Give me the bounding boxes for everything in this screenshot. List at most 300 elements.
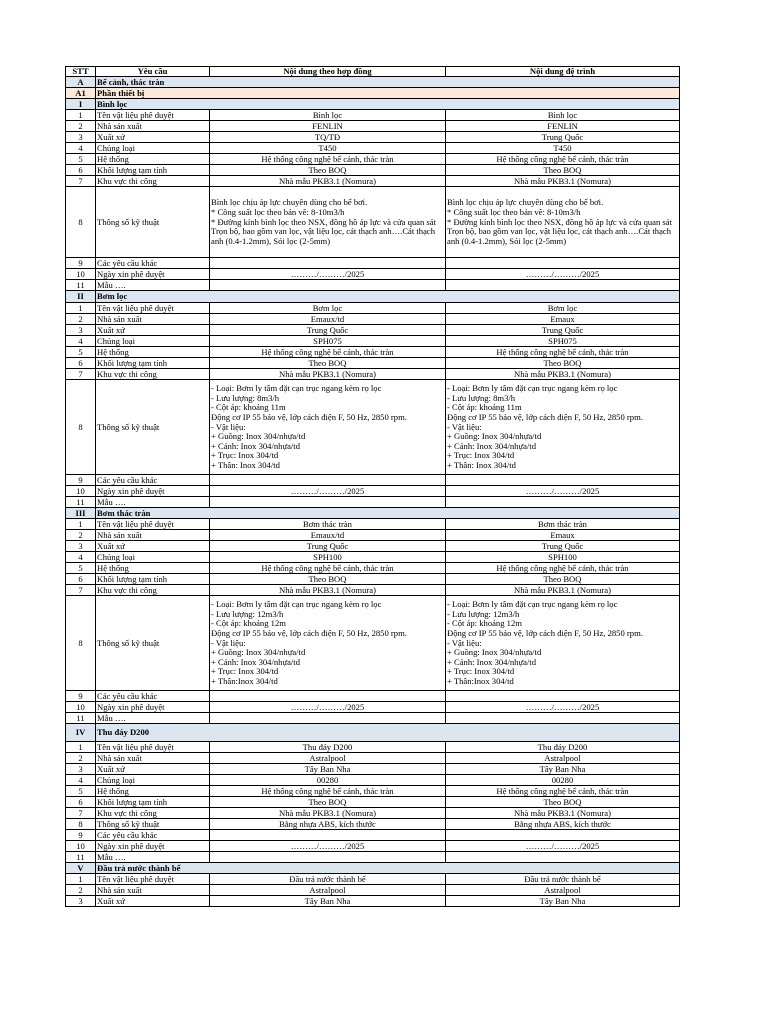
row-stt: 11 (66, 497, 96, 508)
row-proposal: Theo BOQ (446, 358, 680, 369)
table-row (66, 885, 680, 896)
spec-line: + Trục: Inox 304/td (211, 450, 279, 461)
table-row (66, 585, 680, 596)
row-proposal: Theo BOQ (446, 797, 680, 808)
row-requirement: Mẫu …. (96, 497, 210, 508)
row-requirement: Chủng loại (96, 552, 210, 563)
row-requirement: Nhà sản xuất (96, 121, 210, 132)
row-requirement: Hệ thống (96, 347, 210, 358)
row-proposal: Theo BOQ (446, 165, 680, 176)
table-row (66, 786, 680, 797)
spec-line: + Thân:Inox 304/td (447, 675, 514, 686)
table-row (66, 369, 680, 380)
table-row (66, 303, 680, 314)
row-requirement: Mẫu …. (96, 713, 210, 724)
group-row (66, 863, 680, 874)
row-contract (210, 497, 446, 508)
row-stt: 1 (66, 742, 96, 753)
row-proposal (446, 280, 680, 291)
table-row (66, 775, 680, 786)
row-contract: Nhà mẫu PKB3.1 (Nomura) (210, 369, 446, 380)
part-row (66, 88, 680, 99)
row-stt: 4 (66, 143, 96, 154)
row-stt: 7 (66, 176, 96, 187)
row-stt: 8 (66, 596, 96, 691)
row-proposal: Nhà mẫu PKB3.1 (Nomura) (446, 176, 680, 187)
table-row (66, 797, 680, 808)
row-contract: Trung Quốc (210, 541, 446, 552)
row-requirement: Khu vực thi công (96, 585, 210, 596)
row-contract: Trung Quốc (210, 325, 446, 336)
row-requirement: Mẫu …. (96, 852, 210, 863)
row-stt: 11 (66, 713, 96, 724)
row-proposal (446, 187, 680, 258)
table-row (66, 574, 680, 585)
row-stt: 2 (66, 121, 96, 132)
row-stt: 3 (66, 541, 96, 552)
spec-line: Bình lọc chịu áp lực chuyên dùng cho bể bơi. (447, 197, 604, 208)
table-row (66, 830, 680, 841)
row-proposal (446, 691, 680, 702)
spec-line: - Vật liệu: (447, 637, 482, 648)
row-proposal: Bằng nhựa ABS, kích thước (446, 819, 680, 830)
group-label: Bình lọc (96, 99, 680, 110)
spec-line: Động cơ IP 55 bảo vệ, lớp cách điện F, 50 Hz, 2850 rpm. (447, 411, 643, 422)
spec-line: + Cánh: Inox 304/nhựa/td (447, 656, 536, 667)
table-row (66, 314, 680, 325)
group-row (66, 99, 680, 110)
row-contract: Hệ thống công nghệ bể cảnh, thác tràn (210, 347, 446, 358)
row-contract: Hệ thống công nghệ bể cảnh, thác tràn (210, 786, 446, 797)
spec-line: Trọn bộ, bao gồm van lọc, vật liệu lọc, cát thạch anh….Cát thạch anh (0.4-1.2mm), Sỏi lọc (2-5mm) (447, 226, 672, 246)
row-contract (210, 596, 446, 691)
row-contract: Emaux/td (210, 530, 446, 541)
row-proposal (446, 475, 680, 486)
row-requirement: Các yêu cầu khác (96, 258, 210, 269)
row-proposal: SPH100 (446, 552, 680, 563)
row-stt: 5 (66, 347, 96, 358)
row-proposal: SPH075 (446, 336, 680, 347)
row-proposal (446, 497, 680, 508)
table-row (66, 691, 680, 702)
row-contract (210, 258, 446, 269)
table-row (66, 132, 680, 143)
row-stt: 1 (66, 110, 96, 121)
spec-line: - Lưu lượng: 12m3/h (211, 608, 284, 619)
row-contract: Bơm lọc (210, 303, 446, 314)
row-stt: 9 (66, 258, 96, 269)
table-row (66, 702, 680, 713)
row-proposal: Tây Ban Nha (446, 764, 680, 775)
spec-line: Bình lọc chịu áp lực chuyên dùng cho bể bơi. (211, 197, 368, 208)
table-row (66, 541, 680, 552)
table-row (66, 187, 680, 258)
row-stt: 8 (66, 819, 96, 830)
row-contract: Theo BOQ (210, 358, 446, 369)
table-row (66, 596, 680, 691)
row-proposal: ………/………/2025 (446, 841, 680, 852)
row-contract: Bằng nhựa ABS, kích thước (210, 819, 446, 830)
row-stt: 2 (66, 753, 96, 764)
part-stt: A1 (66, 88, 96, 99)
row-proposal: ………/………/2025 (446, 269, 680, 280)
row-proposal: Trung Quốc (446, 541, 680, 552)
row-stt: 2 (66, 314, 96, 325)
spec-line: + Thân: Inox 304/td (447, 459, 516, 470)
table-row (66, 841, 680, 852)
row-proposal: Bơm lọc (446, 303, 680, 314)
group-row (66, 291, 680, 303)
table-row (66, 742, 680, 753)
row-requirement: Ngày xin phê duyệt (96, 486, 210, 497)
row-requirement: Chủng loại (96, 775, 210, 786)
row-requirement: Xuất xứ (96, 132, 210, 143)
row-proposal: T450 (446, 143, 680, 154)
group-row (66, 508, 680, 519)
table-row (66, 280, 680, 291)
row-requirement: Hệ thống (96, 154, 210, 165)
group-stt: III (66, 508, 96, 519)
row-stt: 3 (66, 764, 96, 775)
row-requirement: Xuất xứ (96, 764, 210, 775)
row-requirement: Tên vật liệu phê duyệt (96, 303, 210, 314)
spec-line: - Lưu lượng: 12m3/h (447, 608, 520, 619)
spec-line: + Thân:Inox 304/td (211, 675, 278, 686)
row-proposal: Emaux (446, 314, 680, 325)
row-requirement: Tên vật liệu phê duyệt (96, 519, 210, 530)
row-proposal: FENLIN (446, 121, 680, 132)
row-stt: 3 (66, 132, 96, 143)
spec-line: + Guồng: Inox 304/nhựa/td (211, 647, 306, 658)
row-contract (210, 187, 446, 258)
table-body (66, 77, 680, 907)
row-stt: 10 (66, 702, 96, 713)
row-proposal: Hệ thống công nghệ bể cảnh, thác tràn (446, 786, 680, 797)
row-contract (210, 380, 446, 475)
spec-line: - Vật liệu: (211, 421, 246, 432)
row-proposal (446, 380, 680, 475)
spec-line: * Công suất lọc theo bản vẽ: 8-10m3/h (211, 206, 345, 217)
table-row (66, 358, 680, 369)
table-row (66, 764, 680, 775)
table-row (66, 336, 680, 347)
spec-line: + Guồng: Inox 304/nhựa/td (211, 431, 306, 442)
row-stt: 7 (66, 369, 96, 380)
table-row (66, 497, 680, 508)
row-stt: 4 (66, 336, 96, 347)
table-row (66, 563, 680, 574)
row-requirement: Hệ thống (96, 563, 210, 574)
spec-line: - Cột áp: khoảng 11m (211, 402, 286, 413)
group-stt: IV (66, 724, 96, 742)
group-label: Thu đáy D200 (96, 724, 680, 742)
table-row (66, 519, 680, 530)
spec-line: + Trục: Inox 304/td (447, 666, 515, 677)
table-row (66, 154, 680, 165)
table-row (66, 258, 680, 269)
row-proposal: Nhà mẫu PKB3.1 (Nomura) (446, 369, 680, 380)
table-row (66, 143, 680, 154)
spec-line: - Lưu lượng: 8m3/h (211, 392, 280, 403)
row-proposal: Hệ thống công nghệ bể cảnh, thác tràn (446, 154, 680, 165)
row-requirement: Chủng loại (96, 143, 210, 154)
row-stt: 4 (66, 775, 96, 786)
row-contract: Nhà mẫu PKB3.1 (Nomura) (210, 585, 446, 596)
table-row (66, 713, 680, 724)
spec-line: + Guồng: Inox 304/nhựa/td (447, 647, 542, 658)
row-stt: 2 (66, 530, 96, 541)
row-proposal (446, 596, 680, 691)
row-proposal: ………/………/2025 (446, 702, 680, 713)
row-requirement: Nhà sản xuất (96, 885, 210, 896)
row-proposal: Bơm thác tràn (446, 519, 680, 530)
spec-line: - Loại: Bơm ly tâm đặt cạn trục ngang kèm rọ lọc (211, 383, 382, 394)
row-stt: 9 (66, 691, 96, 702)
row-stt: 6 (66, 574, 96, 585)
row-contract: Nhà mẫu PKB3.1 (Nomura) (210, 808, 446, 819)
table-row (66, 753, 680, 764)
group-label: Đầu trả nước thành bể (96, 863, 680, 874)
row-requirement: Tên vật liệu phê duyệt (96, 110, 210, 121)
spec-line: * Đường kính bình lọc theo NSX, đồng hồ áp lực và cửa quan sát (447, 216, 672, 227)
row-contract: Bơm thác tràn (210, 519, 446, 530)
row-contract: Tây Ban Nha (210, 764, 446, 775)
row-requirement: Thông số kỹ thuật (96, 596, 210, 691)
spec-line: + Guồng: Inox 304/nhựa/td (447, 431, 542, 442)
row-proposal: 00280 (446, 775, 680, 786)
row-contract: TQ/TĐ (210, 132, 446, 143)
table-row (66, 808, 680, 819)
group-row (66, 724, 680, 742)
row-stt: 4 (66, 552, 96, 563)
row-requirement: Khu vực thi công (96, 176, 210, 187)
spec-line: + Cánh: Inox 304/nhựa/td (211, 656, 300, 667)
header-stt: STT (66, 67, 96, 77)
spec-line: - Loại: Bơm ly tâm đặt cạn trục ngang kèm rọ lọc (447, 599, 618, 610)
row-requirement: Các yêu cầu khác (96, 691, 210, 702)
row-requirement: Thông số kỹ thuật (96, 380, 210, 475)
spec-line: + Trục: Inox 304/td (447, 450, 515, 461)
group-label: Bơm thác tràn (96, 508, 680, 519)
row-proposal: Hệ thống công nghệ bể cảnh, thác tràn (446, 563, 680, 574)
table-row (66, 819, 680, 830)
row-contract: Bình lọc (210, 110, 446, 121)
section-stt: A (66, 77, 96, 88)
spec-line: + Trục: Inox 304/td (211, 666, 279, 677)
approval-table (65, 66, 680, 907)
table-row (66, 269, 680, 280)
row-stt: 10 (66, 269, 96, 280)
row-contract: FENLIN (210, 121, 446, 132)
row-contract: Thu đáy D200 (210, 742, 446, 753)
table-row (66, 874, 680, 885)
row-proposal: Tây Ban Nha (446, 896, 680, 907)
header-requirement: Yêu cầu (96, 67, 210, 77)
spec-line: - Vật liệu: (211, 637, 246, 648)
spec-line: - Lưu lượng: 8m3/h (447, 392, 516, 403)
row-requirement: Tên vật liệu phê duyệt (96, 742, 210, 753)
row-proposal: ………/………/2025 (446, 486, 680, 497)
row-proposal (446, 713, 680, 724)
row-stt: 1 (66, 519, 96, 530)
row-stt: 6 (66, 797, 96, 808)
table-row (66, 110, 680, 121)
row-proposal: Trung Quốc (446, 325, 680, 336)
row-contract: ………/………/2025 (210, 841, 446, 852)
row-requirement: Chủng loại (96, 336, 210, 347)
row-requirement: Khu vực thi công (96, 808, 210, 819)
row-contract: Hệ thống công nghệ bể cảnh, thác tràn (210, 563, 446, 574)
row-stt: 5 (66, 786, 96, 797)
row-requirement: Nhà sản xuất (96, 314, 210, 325)
row-contract: SPH075 (210, 336, 446, 347)
row-contract: T450 (210, 143, 446, 154)
row-contract (210, 280, 446, 291)
row-stt: 1 (66, 303, 96, 314)
row-proposal: Astralpool (446, 885, 680, 896)
spec-line: - Cột áp: khoảng 12m (211, 618, 286, 629)
spec-line: - Loại: Bơm ly tâm đặt cạn trục ngang kèm rọ lọc (211, 599, 382, 610)
group-stt: I (66, 99, 96, 110)
row-requirement: Khu vực thi công (96, 369, 210, 380)
row-contract: Đầu trả nước thành bể (210, 874, 446, 885)
row-stt: 10 (66, 486, 96, 497)
row-stt: 5 (66, 563, 96, 574)
section-row (66, 77, 680, 88)
row-contract: SPH100 (210, 552, 446, 563)
spec-line: * Đường kính bình lọc theo NSX, đồng hồ áp lực và cửa quan sát (211, 216, 436, 227)
row-proposal: Bình lọc (446, 110, 680, 121)
row-contract (210, 691, 446, 702)
row-requirement: Các yêu cầu khác (96, 475, 210, 486)
row-requirement: Ngày xin phê duyệt (96, 269, 210, 280)
row-stt: 1 (66, 874, 96, 885)
row-requirement: Xuất xứ (96, 896, 210, 907)
row-requirement: Thông số kỹ thuật (96, 819, 210, 830)
row-contract (210, 713, 446, 724)
row-proposal (446, 852, 680, 863)
part-label: Phần thiết bị (96, 88, 680, 99)
spec-line: Trọn bộ, bao gồm van lọc, vật liệu lọc, cát thạch anh….Cát thạch anh (0.4-1.2mm), Sỏi lọc (2-5mm) (211, 226, 436, 246)
table-row (66, 121, 680, 132)
row-proposal (446, 258, 680, 269)
row-stt: 11 (66, 852, 96, 863)
spec-line: Động cơ IP 55 bảo vệ, lớp cách điện F, 50 Hz, 2850 rpm. (447, 627, 643, 638)
row-contract: Astralpool (210, 885, 446, 896)
table-row (66, 165, 680, 176)
row-stt: 8 (66, 380, 96, 475)
table-row (66, 530, 680, 541)
row-contract: ………/………/2025 (210, 486, 446, 497)
header-contract: Nội dung theo hợp đồng (210, 67, 446, 77)
row-requirement: Khối lượng tạm tính (96, 358, 210, 369)
row-requirement: Xuất xứ (96, 541, 210, 552)
row-stt: 7 (66, 585, 96, 596)
spec-line: * Công suất lọc theo bản vẽ: 8-10m3/h (447, 206, 581, 217)
group-label: Bơm lọc (96, 291, 680, 303)
row-stt: 11 (66, 280, 96, 291)
row-contract: Tây Ban Nha (210, 896, 446, 907)
row-stt: 7 (66, 808, 96, 819)
row-proposal: Thu đáy D200 (446, 742, 680, 753)
table-row (66, 852, 680, 863)
header-proposal: Nội dung đệ trình (446, 67, 680, 77)
row-contract: ………/………/2025 (210, 702, 446, 713)
row-stt: 8 (66, 187, 96, 258)
row-stt: 2 (66, 885, 96, 896)
row-proposal: Astralpool (446, 753, 680, 764)
row-contract: Hệ thống công nghệ bể cảnh, thác tràn (210, 154, 446, 165)
row-contract (210, 830, 446, 841)
row-requirement: Nhà sản xuất (96, 753, 210, 764)
row-contract: Theo BOQ (210, 165, 446, 176)
table-row (66, 176, 680, 187)
row-requirement: Khối lượng tạm tính (96, 797, 210, 808)
row-contract (210, 852, 446, 863)
row-requirement: Tên vật liệu phê duyệt (96, 874, 210, 885)
row-requirement: Thông số kỹ thuật (96, 187, 210, 258)
row-contract (210, 475, 446, 486)
row-stt: 6 (66, 358, 96, 369)
spec-line: - Cột áp: khoảng 12m (447, 618, 522, 629)
spec-line: - Loại: Bơm ly tâm đặt cạn trục ngang kèm rọ lọc (447, 383, 618, 394)
row-requirement: Mẫu …. (96, 280, 210, 291)
row-proposal: Nhà mẫu PKB3.1 (Nomura) (446, 808, 680, 819)
spec-line: Động cơ IP 55 bảo vệ, lớp cách điện F, 50 Hz, 2850 rpm. (211, 411, 407, 422)
spec-line: + Thân: Inox 304/td (211, 459, 280, 470)
row-contract: ………/………/2025 (210, 269, 446, 280)
row-proposal: Emaux (446, 530, 680, 541)
row-contract: 00280 (210, 775, 446, 786)
group-stt: II (66, 291, 96, 303)
row-contract: Astralpool (210, 753, 446, 764)
row-proposal: Trung Quốc (446, 132, 680, 143)
row-proposal: Nhà mẫu PKB3.1 (Nomura) (446, 585, 680, 596)
row-requirement: Các yêu cầu khác (96, 830, 210, 841)
row-contract: Emaux/td (210, 314, 446, 325)
row-contract: Nhà mẫu PKB3.1 (Nomura) (210, 176, 446, 187)
table-row (66, 896, 680, 907)
row-stt: 6 (66, 165, 96, 176)
section-label: Bể cảnh, thác tràn (96, 77, 680, 88)
row-proposal (446, 830, 680, 841)
row-stt: 9 (66, 830, 96, 841)
row-requirement: Xuất xứ (96, 325, 210, 336)
row-contract: Theo BOQ (210, 574, 446, 585)
table-row (66, 347, 680, 358)
row-contract: Theo BOQ (210, 797, 446, 808)
table-row (66, 325, 680, 336)
row-proposal: Hệ thống công nghệ bể cảnh, thác tràn (446, 347, 680, 358)
header-row (66, 67, 680, 77)
row-requirement: Ngày xin phê duyệt (96, 841, 210, 852)
table-row (66, 475, 680, 486)
row-requirement: Khối lượng tạm tính (96, 574, 210, 585)
row-stt: 3 (66, 325, 96, 336)
spec-line: - Cột áp: khoảng 11m (447, 402, 522, 413)
table-row (66, 380, 680, 475)
spec-line: + Cánh: Inox 304/nhựa/td (447, 440, 536, 451)
row-requirement: Hệ thống (96, 786, 210, 797)
row-proposal: Theo BOQ (446, 574, 680, 585)
spec-line: Động cơ IP 55 bảo vệ, lớp cách điện F, 50 Hz, 2850 rpm. (211, 627, 407, 638)
table-row (66, 486, 680, 497)
row-requirement: Nhà sản xuất (96, 530, 210, 541)
row-proposal: Đầu trả nước thành bể (446, 874, 680, 885)
row-stt: 3 (66, 896, 96, 907)
row-stt: 5 (66, 154, 96, 165)
row-requirement: Khối lượng tạm tính (96, 165, 210, 176)
